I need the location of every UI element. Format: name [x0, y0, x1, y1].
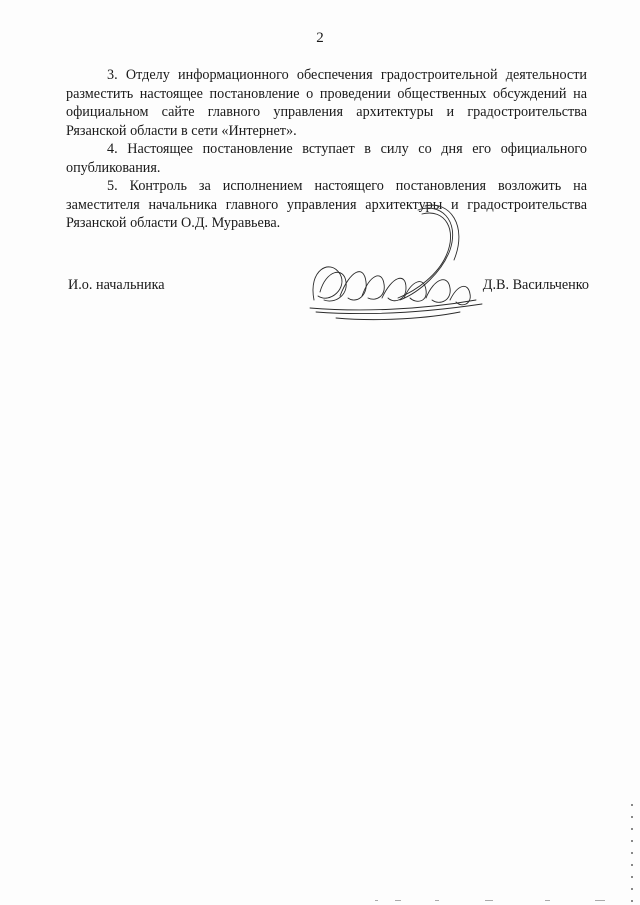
scan-bottom-edge — [375, 898, 640, 903]
signature-block — [68, 277, 589, 301]
signer-position-label: И.о. начальника — [68, 277, 165, 293]
handwritten-signature — [300, 200, 500, 335]
page-number: 2 — [316, 30, 324, 46]
paragraph-5-control-assignment: 5. Контроль за исполнением настоящего постановления возложить на заместителя начальника главного управления архитектуры и градостроительства Рязанской области О.Д. Муравьева. — [66, 178, 587, 231]
paragraph-3-publication-order: 3. Отделу информационного обеспечения градостроительной деятельности разместить настоящее постановление о проведении общественных обсуждений на официальном сайте главного управления архитектуры и градостроительства Рязанской области в сети «Интернет». — [66, 67, 587, 139]
paragraph-4-effective-date: 4. Настоящее постановление вступает в силу со дня его официального опубликования. — [66, 141, 587, 176]
signer-name: Д.В. Васильченко — [482, 277, 589, 293]
scan-edge-dots — [630, 800, 634, 905]
